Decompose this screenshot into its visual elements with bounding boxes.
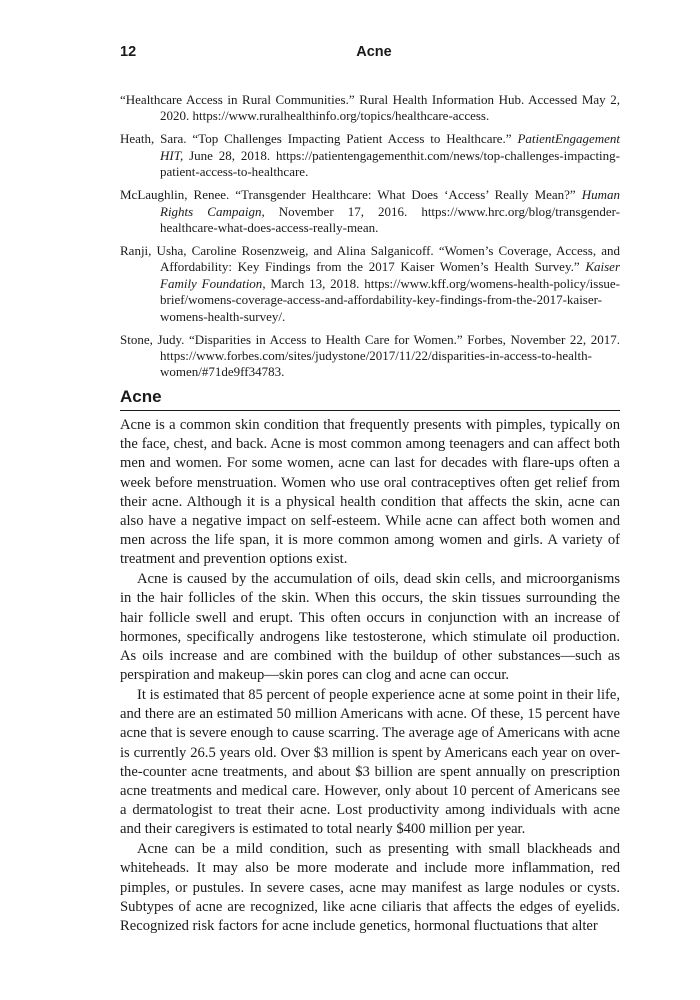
reference-list (120, 92, 620, 387)
reference-entry: Stone, Judy. “Disparities in Access to Health Care for Women.” Forbes, November 22, 2017. https://www.forbes.com/sites/judystone/2017/11/22/disparities-in-access-to-health-women/#71de9ff34783. (120, 331, 620, 380)
reference-entry: Ranji, Usha, Caroline Rosenzweig, and Alina Salganicoff. “Women’s Coverage, Access, and Affordability: Key Findings from the 2017 Kaiser Women’s Health Survey.” Kaiser Family Foundation, March 13, 2018. https://www.kff.org/womens-health-policy/issue-brief/womens-coverage-access-and-affordability-key-findings-from-the-2017-kaiser-womens-health-survey/. (120, 243, 620, 324)
running-head (120, 44, 620, 64)
body-paragraph: Acne can be a mild condition, such as presenting with small blackheads and whiteheads. It may also be more moderate and include more inflammation, red pimples, or pustules. In severe cases, acne may manifest as large nodules or cysts. Subtypes of acne are recognized, like acne ciliaris that affects the edges of eyelids. Recognized risk factors for acne include genetics, hormonal fluctuations that alter (120, 841, 620, 935)
page-number: 12 (120, 44, 137, 60)
body-paragraph: It is estimated that 85 percent of people experience acne at some point in their life, and there are an estimated 50 million Americans with acne. Of these, 15 percent have acne that is severe enough to cause scarring. The average age of Americans with acne is currently 26.5 years old. Over $3 million is spent by Americans each year on over-the-counter acne treatments, and about $3 billion are spent annually on prescription acne treatments and medical care. However, only about 10 percent of Americans see a dermatologist to treat their acne. Lost productivity among individuals with acne and their caregivers is estimated to total nearly $400 million per year. (120, 687, 620, 838)
running-title: Acne (356, 44, 392, 60)
section-heading: Acne (120, 386, 620, 411)
reference-entry: Heath, Sara. “Top Challenges Impacting Patient Access to Healthcare.” PatientEngagement HIT, June 28, 2018. https://patientengagementhit.com/news/top-challenges-impacting-patient-access-to-healthcare. (120, 131, 620, 180)
reference-entry: “Healthcare Access in Rural Communities.” Rural Health Information Hub. Accessed May 2, 2020. https://www.ruralhealthinfo.org/topics/healthcare-access. (120, 92, 620, 124)
body-paragraph: Acne is caused by the accumulation of oils, dead skin cells, and microorganisms in the hair follicles of the skin. When this occurs, the skin tissues surrounding the hair follicle swell and erupt. This often occurs in conjunction with an increase of hormones, specifically androgens like testosterone, which stimulate oil production. As oils increase and are combined with the buildup of other substances—such as perspiration and makeup—skin pores can clog and acne can occur. (120, 571, 620, 684)
body-paragraph: Acne is a common skin condition that frequently presents with pimples, typically on the face, chest, and back. Acne is most common among teenagers and can affect both men and women. For some women, acne can last for decades with flare-ups often a week before menstruation. Women who use oral contraceptives often get relief from their acne. Although it is a physical health condition that affects the skin, acne can also have a negative impact on self-esteem. While acne can affect both women and men across the life span, it is more common among women and girls. A variety of treatment and prevention options exist. (120, 417, 620, 568)
reference-entry: McLaughlin, Renee. “Transgender Healthcare: What Does ‘Access’ Really Mean?” Human Rights Campaign, November 17, 2016. https://www.hrc.org/blog/transgender-healthcare-what-does-access-really-mean. (120, 187, 621, 236)
section-body (120, 416, 620, 937)
